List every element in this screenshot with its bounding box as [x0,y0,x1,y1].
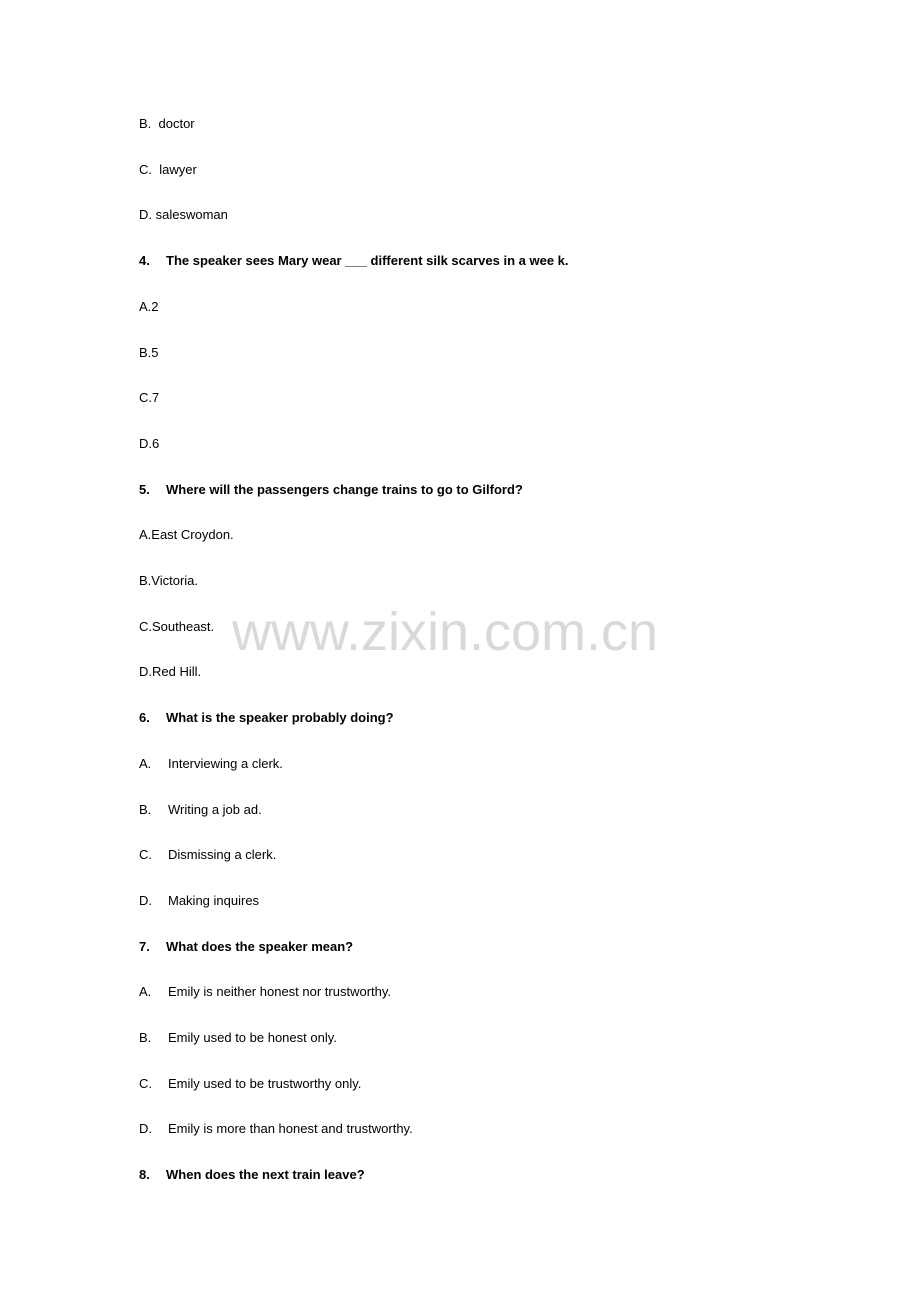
option-text: Making inquires [168,893,260,908]
question-number: 6. [139,710,150,725]
question-7 [139,939,353,955]
option-letter: A. [139,756,152,771]
question-number: 7. [139,939,150,954]
option-letter: D. [139,893,152,908]
answer-option [139,984,391,1000]
watermark: www.zixin.com.cn [232,602,659,662]
option-text: Dismissing a clerk. [168,847,277,862]
answer-option: C.Southeast. [139,619,215,634]
answer-option: C.7 [139,390,160,405]
question-4 [139,253,569,269]
answer-option: A.2 [139,299,159,314]
option-letter: A. [139,984,152,999]
question-text: What is the speaker probably doing? [166,710,394,725]
answer-option: D.Red Hill. [139,664,202,679]
question-text: What does the speaker mean? [166,939,354,954]
answer-option: C. lawyer [139,162,197,177]
question-number: 5. [139,482,150,497]
answer-option [139,1076,361,1092]
question-6 [139,710,394,726]
answer-option [139,847,276,863]
answer-option: B.5 [139,345,159,360]
answer-option: D.6 [139,436,160,451]
answer-option [139,893,259,909]
answer-option [139,802,262,818]
question-text: The speaker sees Mary wear ___ different silk scarves in a wee k. [166,253,569,268]
answer-option [139,1121,413,1137]
answer-option: B.Victoria. [139,573,199,588]
question-text: When does the next train leave? [166,1167,365,1182]
answer-option: A.East Croydon. [139,527,234,542]
option-text: Interviewing a clerk. [168,756,283,771]
question-number: 4. [139,253,150,268]
question-5 [139,482,523,498]
answer-option [139,756,283,772]
answer-option [139,1030,337,1046]
option-text: Emily used to be honest only. [168,1030,337,1045]
option-text: Writing a job ad. [168,802,262,817]
question-8 [139,1167,365,1183]
option-text: Emily is neither honest nor trustworthy. [168,984,392,999]
answer-option: D. saleswoman [139,207,228,222]
option-letter: B. [139,1030,152,1045]
option-letter: C. [139,1076,152,1091]
question-text: Where will the passengers change trains to go to Gilford? [166,482,523,497]
option-letter: C. [139,847,152,862]
question-number: 8. [139,1167,150,1182]
option-letter: B. [139,802,152,817]
option-text: Emily used to be trustworthy only. [168,1076,362,1091]
answer-option: B. doctor [139,116,195,131]
option-letter: D. [139,1121,152,1136]
option-text: Emily is more than honest and trustworthy. [168,1121,413,1136]
